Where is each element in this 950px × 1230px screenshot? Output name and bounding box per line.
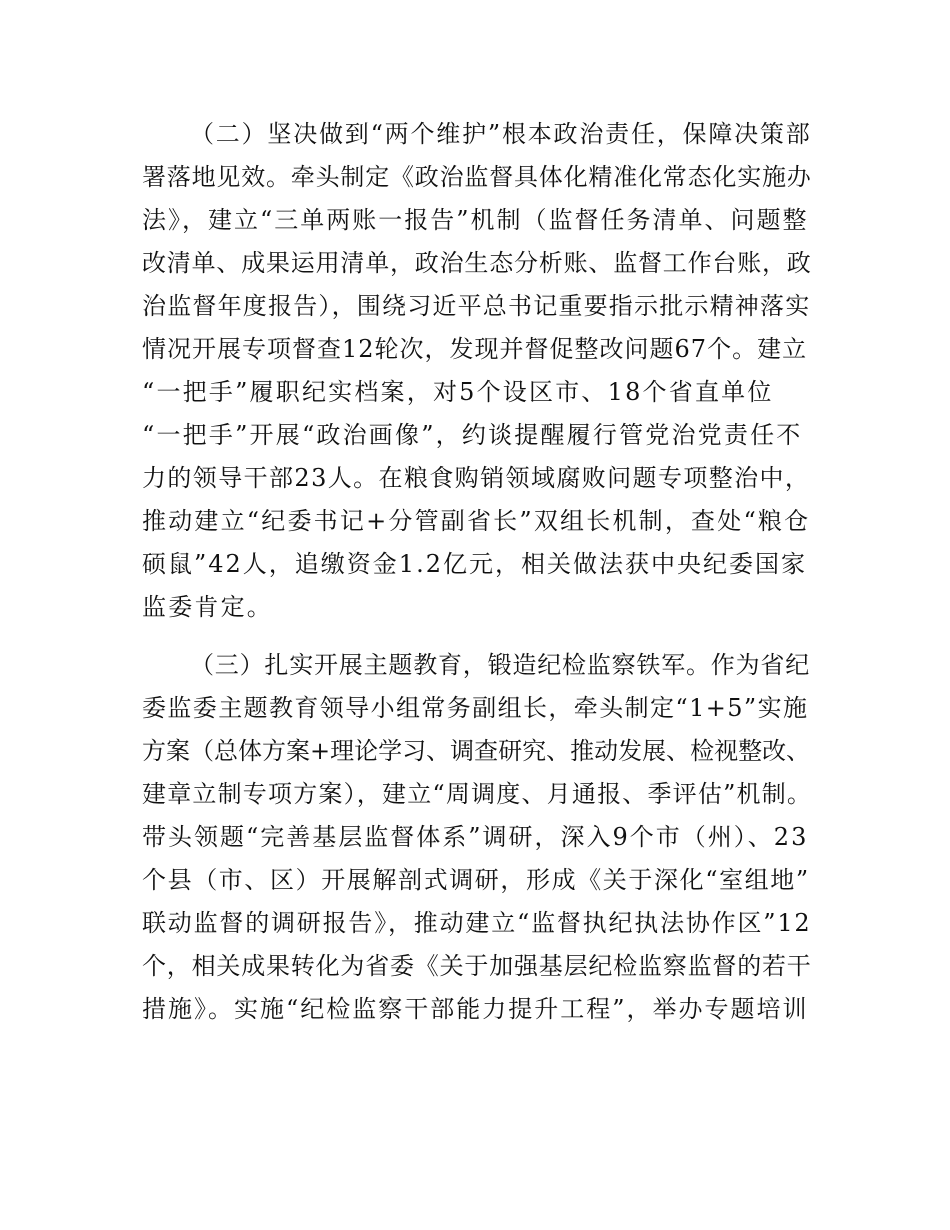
paragraph-2-line-4: 改清单、成果运用清单，政治生态分析账、监督工作台账，政 [142, 249, 812, 277]
paragraph-2-line-8: “一把手”开展“政治画像”，约谈提醒履行管党治党责任不 [142, 421, 803, 449]
paragraph-2-line-2: 署落地见效。牵头制定《政治监督具体化精准化常态化实施办 [142, 163, 812, 191]
paragraph-2-line-3: 法》，建立“三单两账一报告”机制（监督任务清单、问题整 [142, 206, 809, 234]
paragraph-2-line-5: 治监督年度报告），围绕习近平总书记重要指示批示精神落实 [142, 292, 811, 320]
paragraph-2-line-6: 情况开展专项督查12轮次，发现并督促整改问题67个。建立 [142, 335, 808, 363]
paragraph-3-line-2: 委监委主题教育领导小组常务副组长，牵头制定“1+5”实施 [142, 694, 809, 722]
paragraph-3-line-8: 个，相关成果转化为省委《关于加强基层纪检监察监督的若干 [142, 952, 812, 980]
paragraph-2-line-9: 力的领导干部23人。在粮食购销领域腐败问题专项整治中， [142, 464, 811, 492]
paragraph-3-line-3: 方案（总体方案+理论学习、调查研究、推动发展、检视整改、 [142, 737, 811, 765]
paragraph-3-line-6: 个县（市、区）开展解剖式调研，形成《关于深化“室组地” [142, 866, 810, 894]
paragraph-3-line-1: （三）扎实开展主题教育，锻造纪检监察铁军。作为省纪 [190, 651, 810, 679]
paragraph-2-line-1: （二）坚决做到“两个维护”根本政治责任，保障决策部 [190, 120, 812, 148]
paragraph-2-line-11: 硕鼠”42人，追缴资金1.2亿元，相关做法获中央纪委国家 [142, 550, 807, 578]
paragraph-2-line-10: 推动建立“纪委书记+分管副省长”双组长机制，查处“粮仓 [142, 507, 811, 535]
paragraph-3-line-5: 带头领题“完善基层监督体系”调研，深入9个市（州）、23 [142, 823, 809, 851]
paragraph-2-line-12: 监委肯定。 [142, 593, 273, 621]
paragraph-3-line-4: 建章立制专项方案），建立“周调度、月通报、季评估”机制。 [142, 780, 813, 808]
paragraph-2-line-7: “一把手”履职纪实档案，对5个设区市、18个省直单位 [142, 378, 774, 406]
paragraph-3-line-7: 联动监督的调研报告》，推动建立“监督执纪执法协作区”12 [142, 909, 812, 937]
paragraph-3-line-9: 措施》。实施“纪检监察干部能力提升工程”，举办专题培训 [142, 995, 809, 1023]
